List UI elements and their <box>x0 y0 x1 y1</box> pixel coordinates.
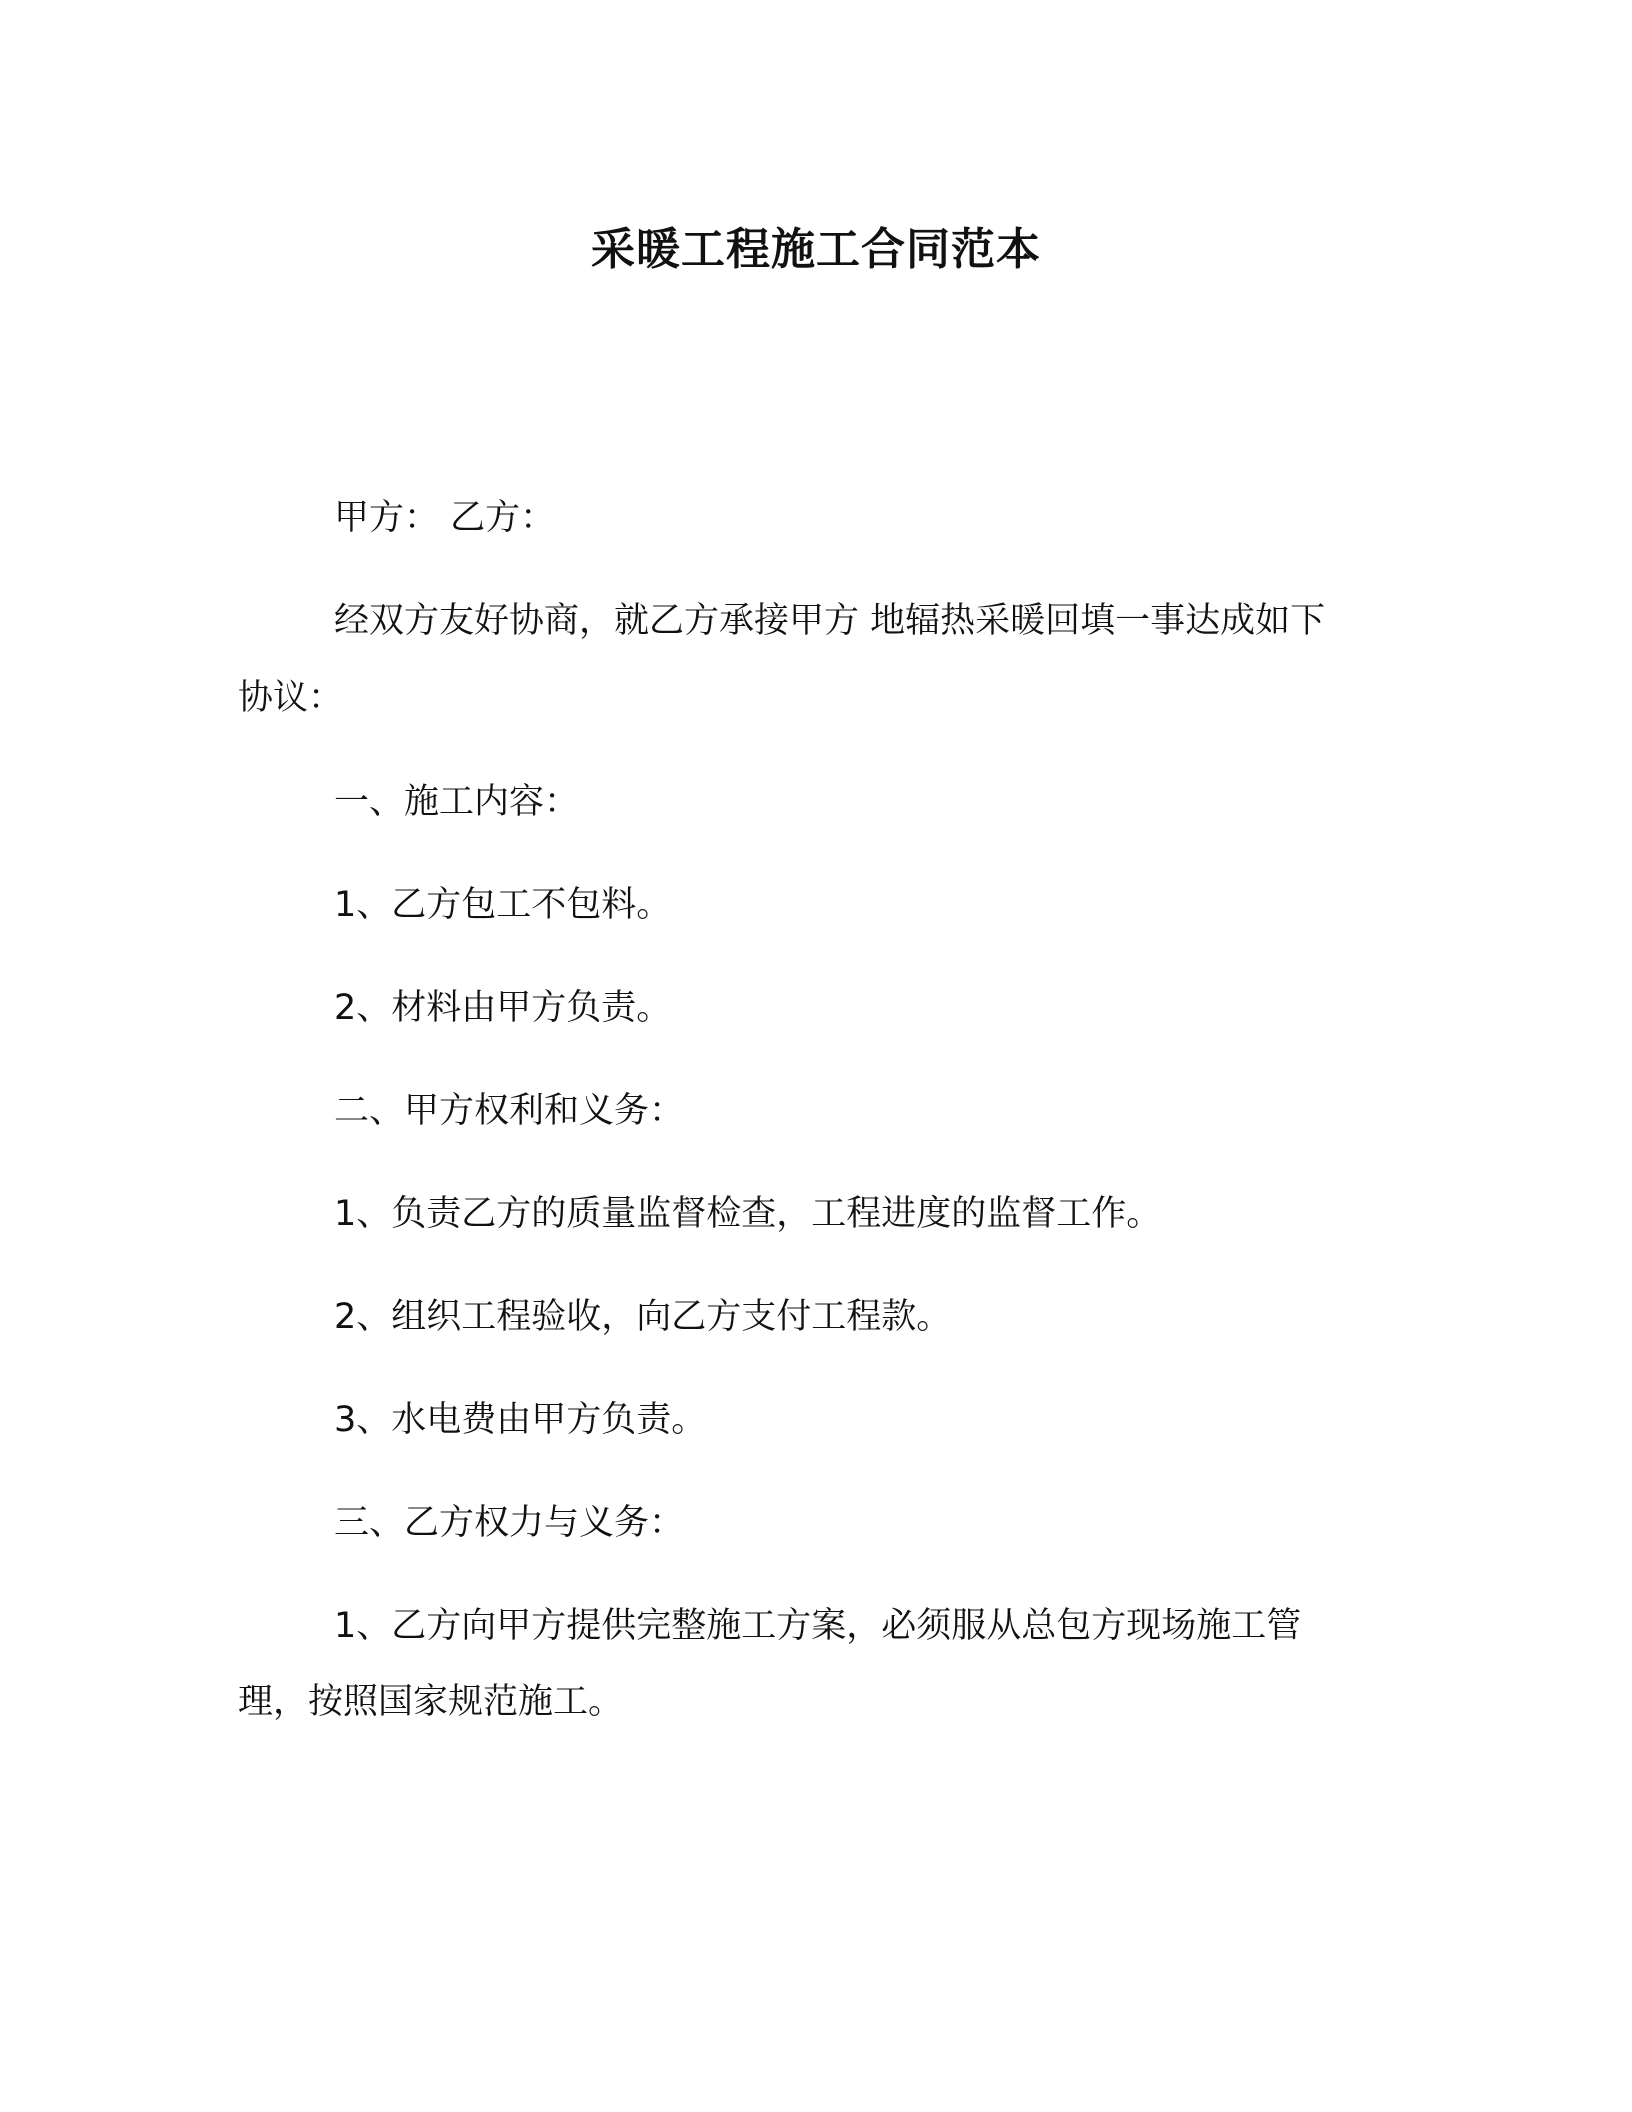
section-2-item-2: 2、组织工程验收，向乙方支付工程款。 <box>334 1297 952 1337</box>
parties-line: 甲方： 乙方： <box>334 498 556 538</box>
section-2-item-1: 1、负责乙方的质量监督检查，工程进度的监督工作。 <box>334 1194 1162 1234</box>
section-2-heading: 二、甲方权利和义务： <box>334 1091 685 1131</box>
document-title: 采暖工程施工合同范本 <box>591 224 1041 275</box>
section-1-item-1: 1、乙方包工不包料。 <box>334 885 672 925</box>
section-3-heading: 三、乙方权力与义务： <box>334 1503 685 1543</box>
section-1-heading: 一、施工内容： <box>334 782 580 822</box>
section-2-item-3: 3、水电费由甲方负责。 <box>334 1400 707 1440</box>
intro-line-1: 经双方友好协商，就乙方承接甲方 地辐热采暖回填一事达成如下 <box>334 601 1326 641</box>
intro-line-2: 协议： <box>238 678 344 718</box>
section-1-item-2: 2、材料由甲方负责。 <box>334 988 672 1028</box>
section-3-item-1-line-1: 1、乙方向甲方提供完整施工方案，必须服从总包方现场施工管 <box>334 1606 1302 1646</box>
section-3-item-1-line-2: 理，按照国家规范施工。 <box>238 1682 624 1722</box>
